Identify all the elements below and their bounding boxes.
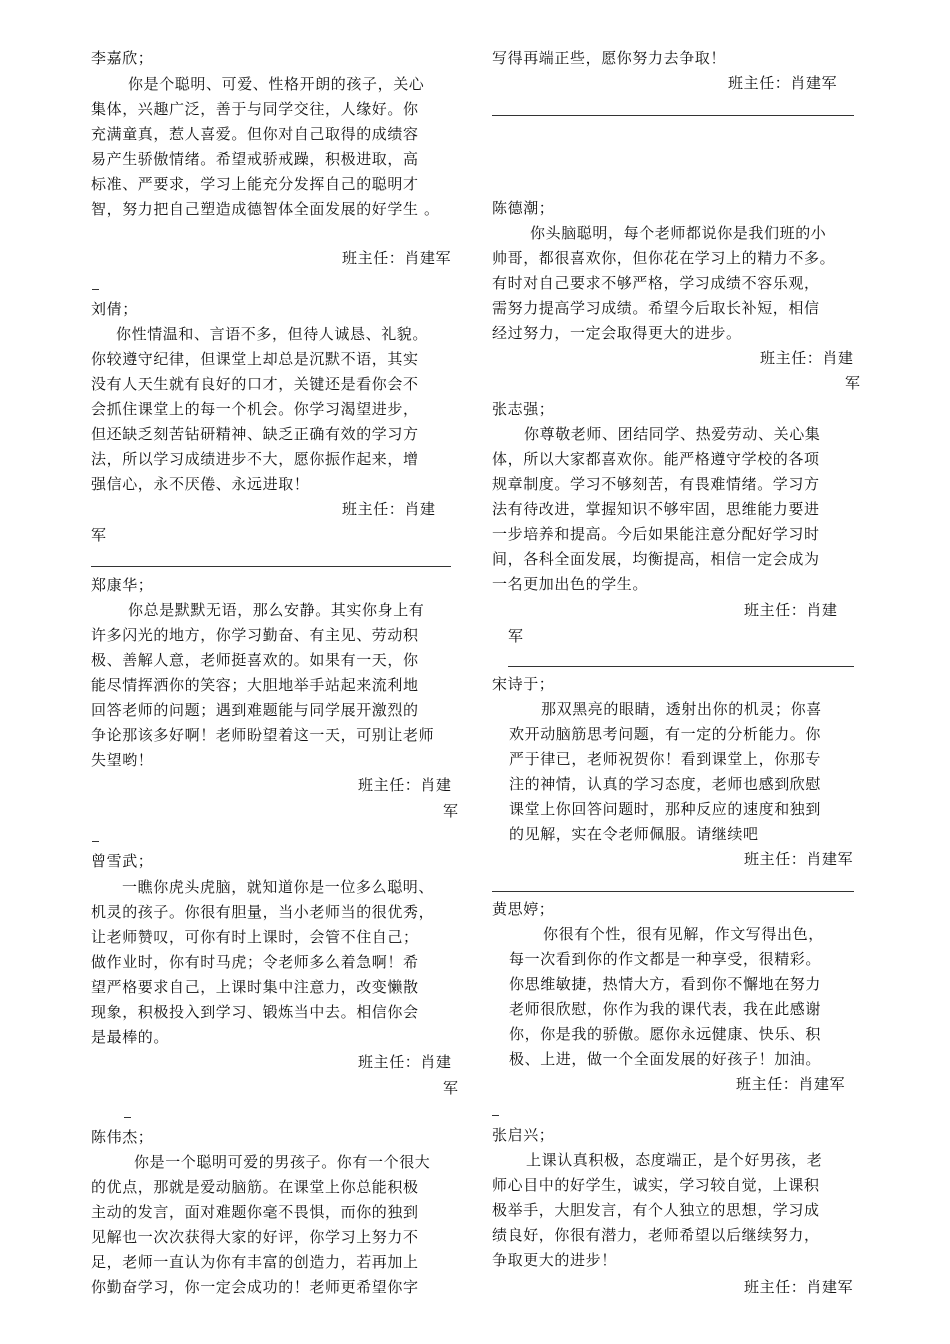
teacher-signature: 班主任：肖建 [358, 1053, 452, 1071]
comment-line: 让老师赞叹，可你有时上课时，会管不住自己； [91, 928, 419, 946]
comment-line: 做作业时，你有时马虎；令老师多么着急啊！希 [91, 953, 419, 971]
teacher-signature: 班主任：肖建 [342, 500, 436, 518]
comment-line: 易产生骄傲情绪。希望戒骄戒躁，积极进取，高 [91, 150, 419, 168]
teacher-signature: 班主任：肖建军 [744, 850, 854, 868]
student-name: 张启兴； [492, 1126, 555, 1144]
student-name: 宋诗于； [492, 675, 555, 693]
student-name: 郑康华； [91, 576, 154, 594]
comment-line: 师心目中的好学生，诚实，学习较自觉，上课积 [492, 1176, 820, 1194]
comment-line: 你性情温和、言语不多，但待人诚恳、礼貌。 [116, 325, 429, 343]
comment-line: 规章制度。学习不够刻苦，有畏难情绪。学习方 [492, 475, 820, 493]
comment-line: 你是一个聪明可爱的男孩子。你有一个很大 [134, 1153, 431, 1171]
comment-line: 一步培养和提高。今后如果能注意分配好学习时 [492, 525, 820, 543]
comment-line: 能尽情挥洒你的笑容；大胆地举手站起来流利地 [91, 676, 419, 694]
comment-line: 的优点，那就是爱动脑筋。在课堂上你总能积极 [91, 1178, 419, 1196]
comment-line: 见解也一次次获得大家的好评，你学习上努力不 [91, 1228, 419, 1246]
comment-line: 上课认真积极，态度端正，是个好男孩，老 [526, 1151, 823, 1169]
comment-line: 极、上进，做一个全面发展的好孩子！加油。 [509, 1050, 822, 1068]
comment-line: 老师很欣慰，你作为我的课代表，我在此感谢 [509, 1000, 822, 1018]
comment-line: 绩良好，你很有潜力，老师希望以后继续努力， [492, 1226, 820, 1244]
comment-line: 间，各科全面发展，均衡提高，相信一定会成为 [492, 550, 820, 568]
comment-line: 需努力提高学习成绩。希望今后取长补短，相信 [492, 299, 820, 317]
comment-line: 极、善解人意，老师挺喜欢的。如果有一天，你 [91, 651, 419, 669]
comment-line: 智，努力把自己塑造成德智体全面发展的好学生 。 [91, 200, 440, 218]
comment-line: 你思维敏捷，热情大方，看到你不懈地在努力 [509, 975, 822, 993]
student-name: 李嘉欣； [91, 49, 154, 67]
comment-line: 现象，积极投入到学习、锻炼当中去。相信你会 [91, 1003, 419, 1021]
section-dash [124, 1117, 131, 1118]
section-dash [92, 841, 99, 842]
comment-line: 争论那该多好啊！老师盼望着这一天，可别让老师 [91, 726, 435, 744]
teacher-signature-tail: 军 [443, 1079, 459, 1097]
comment-line: 欢开动脑筋思考问题，有一定的分析能力。你 [509, 725, 822, 743]
comment-line: 法有待改进，掌握知识不够牢固，思维能力要进 [492, 500, 820, 518]
teacher-signature: 班主任：肖建军 [342, 249, 452, 267]
comment-line: 但还缺乏刻苦钻研精神、缺乏正确有效的学习方 [91, 425, 419, 443]
comment-line: 是最棒的。 [91, 1028, 170, 1046]
comment-line: 机灵的孩子。你很有胆量，当小老师当的很优秀， [91, 903, 435, 921]
comment-line: 你勤奋学习，你一定会成功的！老师更希望你字 [91, 1278, 419, 1296]
comment-line: 集体，兴趣广泛，善于与同学交往，人缘好。你 [91, 100, 419, 118]
teacher-signature-tail: 军 [91, 526, 107, 544]
section-divider [492, 891, 854, 892]
comment-line: 一瞧你虎头虎脑，就知道你是一位多么聪明、 [122, 878, 435, 896]
teacher-signature-tail: 军 [845, 374, 861, 392]
comment-line: 失望哟！ [91, 751, 154, 769]
comment-line: 一名更加出色的学生。 [492, 575, 649, 593]
comment-line: 充满童真，惹人喜爱。但你对自己取得的成绩容 [91, 125, 419, 143]
comment-line: 你，你是我的骄傲。愿你永远健康、快乐、积 [509, 1025, 822, 1043]
teacher-signature: 班主任：肖建 [760, 349, 854, 367]
section-dash [492, 1115, 499, 1116]
section-divider [508, 666, 854, 667]
teacher-signature-tail: 军 [508, 627, 524, 645]
student-name: 陈伟杰； [91, 1128, 154, 1146]
comment-line: 注的神情，认真的学习态度，老师也感到欣慰 [509, 775, 822, 793]
comment-line: 足，老师一直认为你有丰富的创造力，若再加上 [91, 1253, 419, 1271]
comment-line: 没有人天生就有良好的口才，关键还是看你会不 [91, 375, 419, 393]
comment-line: 争取更大的进步！ [492, 1251, 617, 1269]
comment-line: 你尊敬老师、团结同学、热爱劳动、关心集 [524, 425, 821, 443]
comment-line: 法，所以学习成绩进步不大，愿你振作起来，增 [91, 450, 419, 468]
teacher-signature: 班主任：肖建 [744, 601, 838, 619]
teacher-signature: 班主任：肖建军 [728, 74, 838, 92]
comment-line: 会抓住课堂上的每一个机会。你学习渴望进步， [91, 400, 419, 418]
comment-line: 的见解，实在令老师佩服。请继续吧 [509, 825, 759, 843]
comment-line: 经过努力，一定会取得更大的进步。 [492, 324, 742, 342]
teacher-signature: 班主任：肖建 [358, 776, 452, 794]
section-dash [92, 289, 99, 290]
comment-line: 回答老师的问题；遇到难题能与同学展开激烈的 [91, 701, 419, 719]
comment-line: 你很有个性，很有见解，作文写得出色， [543, 925, 824, 943]
comment-line: 强信心，永不厌倦、永远进取！ [91, 475, 310, 493]
section-divider [492, 115, 854, 116]
comment-line: 你总是默默无语，那么安静。其实你身上有 [128, 601, 425, 619]
comment-line: 你头脑聪明，每个老师都说你是我们班的小 [530, 224, 827, 242]
comment-line: 标准、严要求，学习上能充分发挥自己的聪明才 [91, 175, 419, 193]
comment-line: 望严格要求自己，上课时集中注意力，改变懒散 [91, 978, 419, 996]
student-name: 陈德潮； [492, 199, 555, 217]
student-name: 刘倩； [91, 300, 138, 318]
comment-line: 课堂上你回答问题时，那种反应的速度和独到 [509, 800, 822, 818]
comment-line: 写得再端正些，愿你努力去争取！ [492, 49, 727, 67]
comment-line: 许多闪光的地方，你学习勤奋、有主见、劳动积 [91, 626, 419, 644]
comment-line: 你是个聪明、可爱、性格开朗的孩子，关心 [128, 75, 425, 93]
student-name: 张志强； [492, 400, 555, 418]
comment-line: 帅哥，都很喜欢你，但你花在学习上的精力不多。 [492, 249, 836, 267]
student-name: 曾雪武； [91, 852, 154, 870]
section-divider [91, 566, 451, 567]
comment-line: 体，所以大家都喜欢你。能严格遵守学校的各项 [492, 450, 820, 468]
teacher-signature: 班主任：肖建军 [744, 1278, 854, 1296]
comment-line: 主动的发言，面对难题你毫不畏惧，而你的独到 [91, 1203, 419, 1221]
teacher-signature: 班主任：肖建军 [736, 1075, 846, 1093]
comment-line: 你较遵守纪律，但课堂上却总是沉默不语，其实 [91, 350, 419, 368]
comment-line: 每一次看到你的作文都是一种享受，很精彩。 [509, 950, 822, 968]
teacher-signature-tail: 军 [443, 802, 459, 820]
comment-line: 有时对自己要求不够严格，学习成绩不容乐观， [492, 274, 820, 292]
comment-line: 那双黑亮的眼睛，透射出你的机灵；你喜 [541, 700, 822, 718]
student-name: 黄思婷； [492, 900, 555, 918]
comment-line: 极举手，大胆发言，有个人独立的思想，学习成 [492, 1201, 820, 1219]
comment-line: 严于律已，老师祝贺你！看到课堂上，你那专 [509, 750, 822, 768]
